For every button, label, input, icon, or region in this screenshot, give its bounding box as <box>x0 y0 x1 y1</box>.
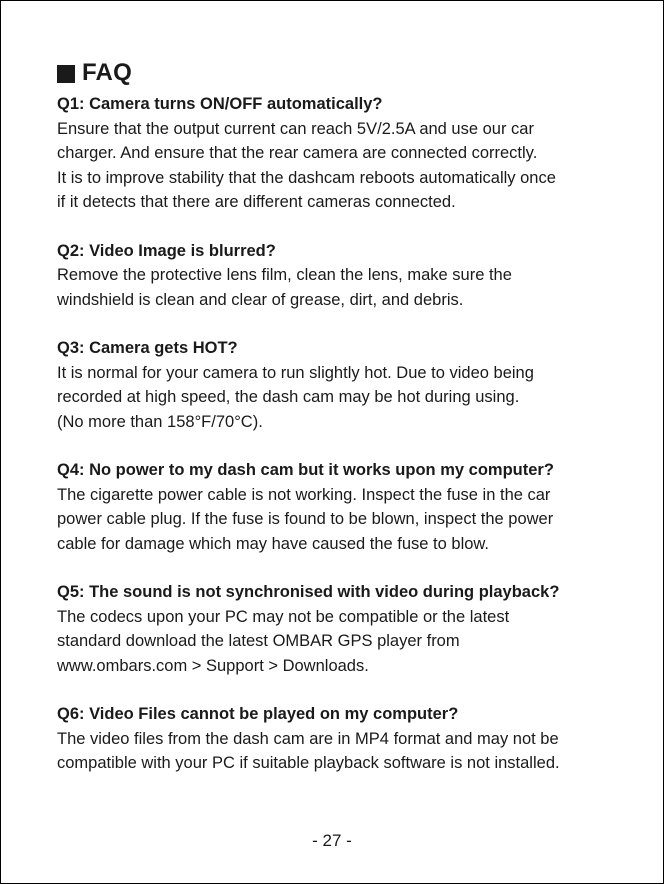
faq-item-q6 <box>57 702 617 776</box>
page-number: - 27 - <box>312 831 352 850</box>
faq-answer-line: standard download the latest OMBAR GPS player from <box>57 632 460 650</box>
faq-answer-line: cable for damage which may have caused the fuse to blow. <box>57 534 490 553</box>
faq-question: Q3: Camera gets HOT? <box>57 339 238 357</box>
section-header <box>57 58 132 88</box>
faq-answer-line: recorded at high speed, the dash cam may be hot during using. <box>57 388 520 406</box>
faq-answer-line: The codecs upon your PC may not be compatible or the latest <box>57 607 510 626</box>
faq-answer-line: The cigarette power cable is not working. Inspect the fuse in the car <box>57 485 551 504</box>
faq-answer-line: power cable plug. If the fuse is found to be blown, inspect the power <box>57 510 554 528</box>
faq-item-q3 <box>57 336 617 434</box>
faq-answer-line: (No more than 158°F/70°C). <box>57 412 263 431</box>
faq-question: Q6: Video Files cannot be played on my computer? <box>57 705 459 723</box>
header-square-bullet <box>57 65 75 83</box>
faq-answer-line: www.ombars.com > Support > Downloads. <box>57 656 369 675</box>
faq-item-q2 <box>57 239 617 313</box>
faq-answer-line: Remove the protective lens film, clean the lens, make sure the <box>57 266 512 284</box>
faq-question: Q2: Video Image is blurred? <box>57 241 276 260</box>
faq-answer-line: The video files from the dash cam are in MP4 format and may not be <box>57 729 559 748</box>
faq-item-q4 <box>57 458 617 556</box>
faq-list <box>57 92 617 800</box>
faq-question: Q4: No power to my dash cam but it works upon my computer? <box>57 461 554 479</box>
faq-question: Q5: The sound is not synchronised with video during playback? <box>57 583 560 601</box>
faq-question: Q1: Camera turns ON/OFF automatically? <box>57 95 383 113</box>
faq-answer-line: if it detects that there are different cameras connected. <box>57 193 456 211</box>
faq-item-q5 <box>57 580 617 678</box>
faq-answer-line: Ensure that the output current can reach 5V/2.5A and use our car <box>57 119 534 138</box>
faq-item-q1 <box>57 92 617 215</box>
faq-answer-line: It is to improve stability that the dashcam reboots automatically once <box>57 168 556 187</box>
faq-answer-line: compatible with your PC if suitable playback software is not installed. <box>57 754 560 772</box>
faq-answer-line: charger. And ensure that the rear camera are connected correctly. <box>57 144 538 162</box>
section-title: FAQ <box>82 59 132 86</box>
faq-answer-line: It is normal for your camera to run slightly hot. Due to video being <box>57 363 534 382</box>
faq-answer-line: windshield is clean and clear of grease, dirt, and debris. <box>57 290 464 309</box>
